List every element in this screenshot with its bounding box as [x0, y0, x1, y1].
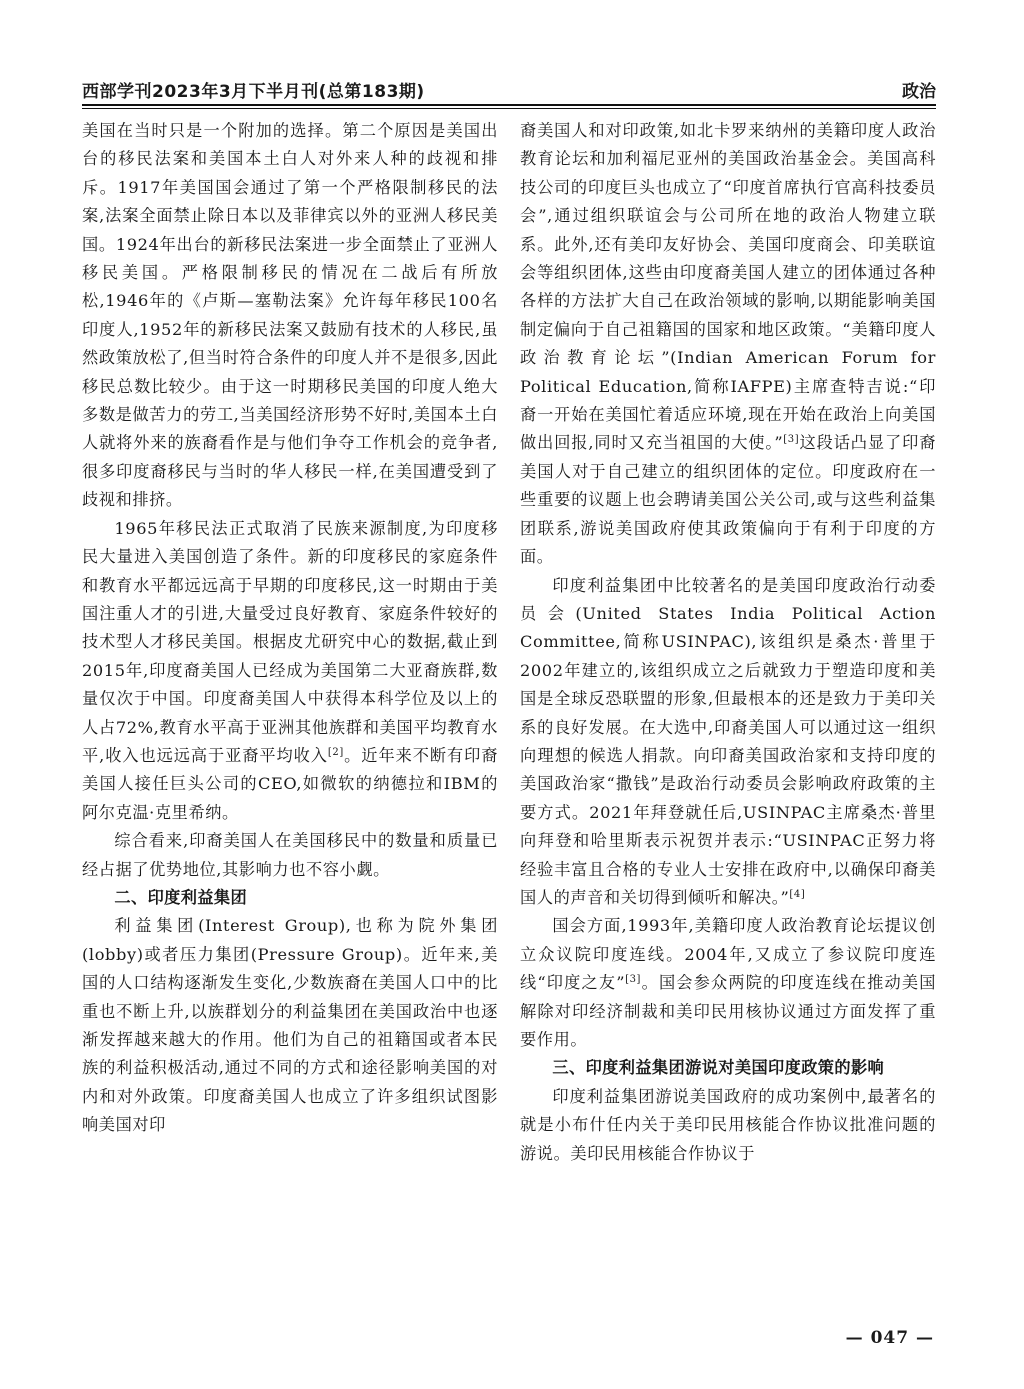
section-heading: 二、印度利益集团	[114, 887, 248, 907]
left-column	[82, 117, 498, 1322]
section-heading: 三、印度利益集团游说对美国印度政策的影响	[552, 1058, 885, 1078]
paragraph-text: 1965年移民法正式取消了民族来源制度,为印度移民大量进入美国创造了条件。新的印度移民的家庭条件和教育水平都远远高于早期的印度移民,这一时期由于美国注重人才的引进,大量受过良好教育、家庭条件较好的技术型人才移民美国。根据皮尤研究中心的数据,截止到2015年,印度裔美国人已经成为美国第二大亚裔族群,数量仅次于中国。印度裔美国人中获得本科学位及以上的人占72%,教育水平高于亚洲其他族群和美国平均教育水平,收入也远远高于亚裔平均收入	[82, 518, 498, 765]
running-header	[82, 72, 936, 102]
section-label: 政治	[902, 82, 936, 102]
citation-ref: [3]	[625, 974, 642, 986]
paragraph	[520, 572, 936, 913]
paragraph-text: 。国会参众两院的印度连线在推动美国解除对印经济制裁和美印民用核协议通过方面发挥了重要作用。	[520, 973, 936, 1049]
paragraph	[520, 117, 936, 572]
paragraph	[520, 912, 936, 1054]
page-number: — 047 —	[845, 1328, 934, 1348]
paragraph-text: 这段话凸显了印裔美国人对于自己建立的组织团体的定位。印度政府在一些重要的议题上也会聘请美国公关公司,或与这些利益集团联系,游说美国政府使其政策偏向于有利于印度的方面。	[520, 433, 936, 567]
citation-ref: [4]	[789, 888, 806, 900]
paragraph: 美国在当时只是一个附加的选择。第二个原因是美国出台的移民法案和美国本土白人对外来人种的歧视和排斥。1917年美国国会通过了第一个严格限制移民的法案,法案全面禁止除日本以及菲律宾以外的亚洲人移民美国。1924年出台的新移民法案进一步全面禁止了亚洲人移民美国。严格限制移民的情况在二战后有所放松,1946年的《卢斯—塞勒法案》允许每年移民100名印度人,1952年的新移民法案又鼓励有技术的人移民,虽然政策放松了,但当时符合条件的印度人并不是很多,因此移民总数比较少。由于这一时期移民美国的印度人绝大多数是做苦力的劳工,当美国经济形势不好时,美国本土白人就将外来的族裔看作是与他们争夺工作机会的竞争者,很多印度裔移民与当时的华人移民一样,在美国遭受到了歧视和排挤。	[82, 121, 498, 510]
paragraph: 利益集团(Interest Group),也称为院外集团(lobby)或者压力集团(Pressure Group)。近年来,美国的人口结构逐渐发生变化,少数族裔在美国人口中的比重也不断上升,以族群划分的利益集团在美国政治中也逐渐发挥越来越大的作用。他们为自己的祖籍国或者本民族的利益积极活动,通过不同的方式和途径影响美国的对内和对外政策。印度裔美国人也成立了许多组织试图影响美国对印	[82, 916, 498, 1135]
paragraph	[82, 515, 498, 827]
paragraph: 印度利益集团游说美国政府的成功案例中,最著名的就是小布什任内关于美印民用核能合作协议批准问题的游说。美印民用核能合作协议于	[520, 1086, 936, 1163]
journal-masthead: 西部学刊2023年3月下半月刊(总第183期)	[82, 82, 425, 102]
paragraph: 综合看来,印裔美国人在美国移民中的数量和质量已经占据了优势地位,其影响力也不容小觑。	[82, 831, 498, 879]
paragraph-text: 裔美国人和对印政策,如北卡罗来纳州的美籍印度人政治教育论坛和加利福尼亚州的美国政治基金会。美国高科技公司的印度巨头也成立了“印度首席执行官高科技委员会”,通过组织联谊会与公司所在地的政治人物建立联系。此外,还有美印友好协会、美国印度商会、印美联谊会等组织团体,这些由印度裔美国人建立的团体通过各种各样的方法扩大自己在政治领域的影响,以期能影响美国制定偏向于自己祖籍国的国家和地区政策。“美籍印度人政治教育论坛”(Indian American Forum for Political Education,简称IAFPE)主席查特吉说:“印裔一开始在美国忙着适应环境,现在开始在政治上向美国做出回报,同时又充当祖国的大使。”	[520, 121, 936, 453]
paragraph-text: 印度利益集团中比较著名的是美国印度政治行动委员会(United States India Political Action Committee,简称USINPAC),该组织是桑杰·普里于2002年建立的,该组织成立之后就致力于塑造印度和美国是全球反恐联盟的形象,但最根本的还是致力于美印关系的良好发展。在大选中,印裔美国人可以通过这一组织向理想的候选人捐款。向印裔美国政治家和支持印度的美国政治家“撒钱”是政治行动委员会影响政府政策的主要方式。2021年拜登就任后,USINPAC主席桑杰·普里向拜登和哈里斯表示祝贺并表示:“USINPAC正努力将经验丰富且合格的专业人士安排在政府中,以确保印裔美国人的声音和关切得到倾听和解决。”	[520, 575, 936, 907]
article-body	[82, 117, 936, 1322]
paragraph-text: 。近年来不断有印裔美国人接任巨头公司的CEO,如微软的纳德拉和IBM的阿尔克温·克里希纳。	[82, 745, 498, 822]
citation-ref: [2]	[327, 746, 344, 758]
header-rule	[82, 104, 936, 106]
paragraph-text: 国会方面,1993年,美籍印度人政治教育论坛提议创立众议院印度连线。2004年,又成立了参议院印度连线“印度之友”	[520, 916, 936, 993]
citation-ref: [3]	[783, 434, 800, 446]
right-column	[520, 117, 936, 1322]
header-rule-thin	[82, 108, 936, 109]
